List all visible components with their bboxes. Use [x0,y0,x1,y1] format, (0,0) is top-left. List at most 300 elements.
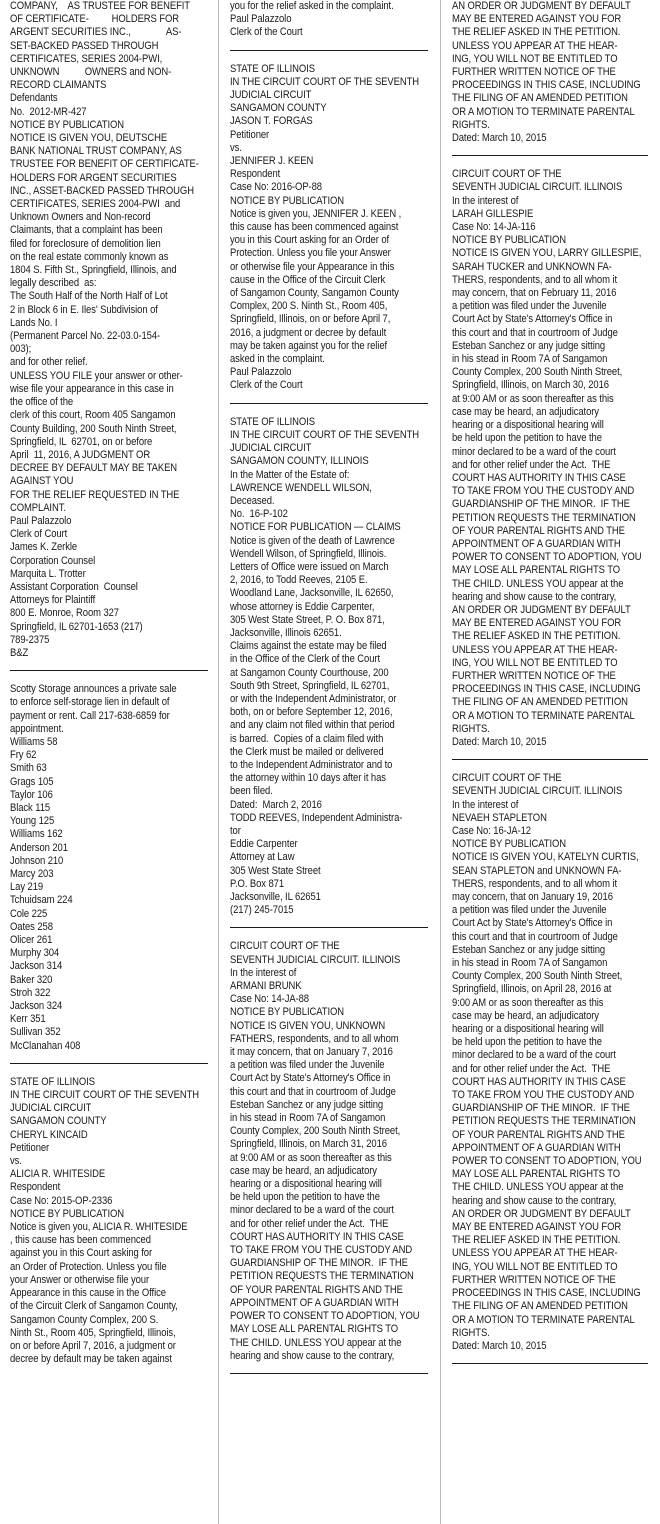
notice-line: OR A MOTION TO TERMINATE PARENTAL [452,1313,635,1326]
notice-line: ING, YOU WILL NOT BE ENTITLED TO [452,52,618,65]
notice-line: MAY BE ENTERED AGAINST YOU FOR [452,1221,622,1234]
notice-line: In the interest of [230,966,297,979]
notice-line: RECORD CLAIMANTS [10,79,107,92]
notice-line: in the Office of the Clerk of the Court [230,653,381,666]
notice-line: IN THE CIRCUIT COURT OF THE SEVENTH [230,428,420,441]
notice-line: Court Act by State's Attorney's Office in [452,917,613,930]
notice-line: Grags 105 [10,775,54,788]
notice-line: P.O. Box 871 [230,877,285,890]
notice-line: IN THE CIRCUIT COURT OF THE SEVENTH [230,75,420,88]
notice-line: an Order of Protection. Unless you file [10,1260,167,1273]
notice-line: and for other relief under the Act. THE [230,1217,389,1230]
notice-line: THE CHILD. UNLESS YOU appear at the [230,1336,402,1349]
notice-line: Springfield, IL 62701-1653 (217) [10,620,143,633]
notice-line: STATE OF ILLINOIS [230,415,315,428]
notice-line: MAY LOSE ALL PARENTAL RIGHTS TO [230,1323,399,1336]
notice-line: UNLESS YOU FILE your answer or other- [10,369,183,382]
notice-line: SANGAMON COUNTY [10,1115,107,1128]
notice-line: of Sangamon County, Sangamon County [230,287,399,300]
notice-line: CERTIFICATES, SERIES 2004-PWI, [10,52,163,65]
notice-line: filed for foreclosure of demolition lien [10,237,161,250]
notice-line: and any claim not filed within that period [230,719,395,732]
notice-line: be held upon the petition to have the [452,1036,602,1049]
notice-line: a petition was filed under the Juvenile [452,300,607,313]
notice-separator [10,1063,208,1064]
notice-line: both, on or before September 12, 2016, [230,706,393,719]
legal-notice [452,772,648,1353]
notice-line: in his stead in Room 7A of Sangamon [452,353,608,366]
notice-line: Lay 219 [10,881,44,894]
notice-line: PETITION REQUESTS THE TERMINATION [452,511,636,524]
notice-line: cause in the Office of the Circuit Clerk [230,273,386,286]
notice-line: FURTHER WRITTEN NOTICE OF THE [452,1273,616,1286]
notice-line: COURT HAS AUTHORITY IN THIS CASE [452,1075,626,1088]
notice-line: No. 16-P-102 [230,508,288,521]
notice-line: Assistant Corporation Counsel [10,580,138,593]
notice-line: Paul Palazzolo [230,366,292,379]
legal-notice [230,0,428,40]
notice-line: UNLESS YOU APPEAR AT THE HEAR- [452,643,618,656]
notice-line: Fry 62 [10,749,37,762]
notice-line: be held upon the petition to have the [230,1191,380,1204]
notice-line: JUDICIAL CIRCUIT [10,1102,92,1115]
notice-line: THE CHILD. UNLESS YOU appear at the [452,577,624,590]
notice-line: Notice is given of the death of Lawrence [230,534,395,547]
notice-line: 003); [10,343,32,356]
notice-line: minor declared to be a ward of the court [452,445,616,458]
notice-line: minor declared to be a ward of the court [230,1204,394,1217]
notice-line: MAY LOSE ALL PARENTAL RIGHTS TO [452,1168,621,1181]
notice-line: AGAINST YOU [10,475,74,488]
notice-line: DECREE BY DEFAULT MAY BE TAKEN [10,462,178,475]
notice-line: OF YOUR PARENTAL RIGHTS AND THE [452,524,625,537]
notice-line: GUARDIANSHIP OF THE MINOR. IF THE [452,498,630,511]
notice-line: APPOINTMENT OF A GUARDIAN WITH [452,537,621,550]
notice-line: MAY BE ENTERED AGAINST YOU FOR [452,617,622,630]
notice-line: Baker 320 [10,973,53,986]
notice-line: 2 in Block 6 in E. Iles' Subdivision of [10,303,158,316]
notice-line: LAWRENCE WENDELL WILSON, [230,481,372,494]
notice-line: NOTICE BY PUBLICATION [230,1006,345,1019]
notice-line: this court and that in courtroom of Judge [230,1085,396,1098]
notice-line: vs. [230,141,242,154]
notice-line: OF YOUR PARENTAL RIGHTS AND THE [230,1283,403,1296]
notice-line: THERS, respondents, and to all whom it [452,877,617,890]
notice-line: Clerk of the Court [230,379,303,392]
notice-line: STATE OF ILLINOIS [230,62,315,75]
notice-line: South 9th Street, Springfield, IL 62701, [230,679,390,692]
notice-line: GUARDIANSHIP OF THE MINOR. IF THE [452,1102,630,1115]
notice-line: NOTICE BY PUBLICATION [452,838,567,851]
notice-line: on or before April 7, 2016, a judgment or [10,1339,176,1352]
notice-line: Jacksonville, Illinois 62651. [230,626,342,639]
notice-line: BANK NATIONAL TRUST COMPANY, AS [10,145,182,158]
notice-line: be held upon the petition to have the [452,432,602,445]
notice-line: ARGENT SECURITIES INC., AS- [10,26,182,39]
notice-line: B&Z [10,646,29,659]
legal-notice [10,1076,208,1366]
notice-separator [10,670,208,671]
notice-line: JENNIFER J. KEEN [230,155,314,168]
notice-line: Clerk of Court [10,528,68,541]
notice-line: Dated: March 10, 2015 [452,1339,547,1352]
notice-line: CIRCUIT COURT OF THE [452,772,562,785]
notice-line: Jackson 314 [10,960,63,973]
notice-line: Lands No. I [10,316,58,329]
notice-line: 800 E. Monroe, Room 327 [10,607,119,620]
notice-line: Stroh 322 [10,986,51,999]
notice-line: SEVENTH JUDICIAL CIRCUIT. ILLINOIS [452,181,623,194]
notice-line: THE RELIEF ASKED IN THE PETITION. [452,26,621,39]
notice-line: JUDICIAL CIRCUIT [230,442,312,455]
notice-line: SEAN STAPLETON and UNKNOWN FA- [452,864,622,877]
notice-line: UNLESS YOU APPEAR AT THE HEAR- [452,1247,618,1260]
notice-line: OF YOUR PARENTAL RIGHTS AND THE [452,1128,625,1141]
notice-line: hearing and show cause to the contrary, [230,1349,395,1362]
notice-line: RIGHTS. [452,1326,490,1339]
notice-line: Deceased. [230,494,275,507]
notice-line: 1804 S. Fifth St., Springfield, Illinois, and [10,264,177,277]
notice-line: UNKNOWN OWNERS and NON- [10,66,172,79]
notice-line: Case No: 2016-OP-88 [230,181,322,194]
legal-notice [230,940,428,1363]
notice-line: (217) 245-7015 [230,904,294,917]
notice-line: LARAH GILLESPIE [452,207,534,220]
notice-line: NOTICE IS GIVEN YOU, KATELYN CURTIS, [452,851,639,864]
notice-line: to enforce self-storage lien in default of [10,696,170,709]
notice-line: Dated: March 10, 2015 [452,132,547,145]
notice-line: the office of the [10,396,74,409]
notice-line: In the interest of [452,194,519,207]
notice-line: THE FILING OF AN AMENDED PETITION [452,92,628,105]
notice-line: this cause has been commenced against [230,221,399,234]
notice-line: a petition was filed under the Juvenile [230,1059,385,1072]
notice-line: ARMANI BRUNK [230,980,302,993]
notice-line: Woodland Lane, Jacksonville, IL 62650, [230,587,394,600]
notice-line: and for other relief under the Act. THE [452,1062,611,1075]
notice-line: Murphy 304 [10,947,60,960]
notice-line: Esteban Sanchez or any judge sitting [452,943,606,956]
notice-line: Paul Palazzolo [230,13,292,26]
notice-line: payment or rent. Call 217-638-6859 for [10,709,170,722]
notice-line: SARAH TUCKER and UNKNOWN FA- [452,260,612,273]
notice-line: TO TAKE FROM YOU THE CUSTODY AND [452,485,635,498]
notice-separator [230,50,428,51]
notice-line: at 9:00 AM or as soon thereafter as this [230,1151,392,1164]
notice-line: Notice is given you, ALICIA R. WHITESIDE [10,1221,188,1234]
notice-line: this court and that in courtroom of Judge [452,326,618,339]
notice-line: County Complex, 200 South Ninth Street, [230,1125,401,1138]
notice-line: GUARDIANSHIP OF THE MINOR. IF THE [230,1257,408,1270]
notice-line: ING, YOU WILL NOT BE ENTITLED TO [452,1260,618,1273]
notice-line: TRUSTEE FOR BENEFIT OF CERTIFICATE- [10,158,199,171]
notice-line: this court and that in courtroom of Judge [452,930,618,943]
notice-line: No. 2012-MR-427 [10,105,87,118]
notice-line: The South Half of the North Half of Lot [10,290,168,303]
column-divider [440,0,441,1524]
notice-line: vs. [10,1155,22,1168]
notice-line: Respondent [230,168,281,181]
column-1 [10,0,208,1524]
notice-line: Sangamon County Complex, 200 S. [10,1313,159,1326]
notice-line: appointment. [10,722,64,735]
notice-line: hearing or a dispositional hearing will [230,1178,382,1191]
notice-line: NOTICE BY PUBLICATION [10,118,125,131]
notice-line: Petitioner [10,1141,50,1154]
notice-line: or with the Independent Administrator, or [230,692,397,705]
notice-line: Esteban Sanchez or any judge sitting [452,339,606,352]
notice-line: NOTICE BY PUBLICATION [230,194,345,207]
notice-line: In the interest of [452,798,519,811]
notice-line: you in this Court asking for an Order of [230,234,390,247]
notice-line: PROCEEDINGS IN THIS CASE, INCLUDING [452,683,641,696]
notice-line: Cole 225 [10,907,48,920]
column-2 [230,0,428,1524]
notice-line: case may be heard, an adjudicatory [230,1164,377,1177]
notice-line: may concern, that on February 11, 2016 [452,287,617,300]
notice-line: PETITION REQUESTS THE TERMINATION [452,1115,636,1128]
notice-line: Williams 162 [10,828,63,841]
notice-line: been filed. [230,785,273,798]
notice-line: SANGAMON COUNTY [230,102,327,115]
legal-notice [452,168,648,749]
notice-line: ING, YOU WILL NOT BE ENTITLED TO [452,656,618,669]
notice-line: in his stead in Room 7A of Sangamon [452,957,608,970]
notice-line: legally described as: [10,277,97,290]
legal-notice [10,683,208,1053]
notice-line: you for the relief asked in the complaint. [230,0,394,12]
notice-line: Marquita L. Trotter [10,567,86,580]
notice-line: or otherwise file your Appearance in this [230,260,395,273]
notice-line: Claimants, that a complaint has been [10,224,163,237]
legal-notice [452,0,648,145]
notice-line: THE CHILD. UNLESS YOU appear at the [452,1181,624,1194]
notice-line: hearing and show cause to the contrary, [452,590,617,603]
notice-line: AN ORDER OR JUDGMENT BY DEFAULT [452,603,631,616]
notice-line: may be taken against you for the relief [230,339,388,352]
notice-line: your Answer or otherwise file your [10,1273,150,1286]
notice-line: Smith 63 [10,762,47,775]
notice-line: Scotty Storage announces a private sale [10,683,177,696]
column-3 [452,0,648,1524]
notice-line: APPOINTMENT OF A GUARDIAN WITH [230,1296,399,1309]
notice-line: NOTICE FOR PUBLICATION — CLAIMS [230,521,401,534]
notice-line: THE FILING OF AN AMENDED PETITION [452,1300,628,1313]
notice-line: FOR THE RELIEF REQUESTED IN THE [10,488,180,501]
notice-line: 2, 2016, to Todd Reeves, 2105 E. [230,574,368,587]
notice-line: 305 West State Street [230,864,321,877]
notice-line: JASON T. FORGAS [230,115,313,128]
notice-line: in his stead in Room 7A of Sangamon [230,1112,386,1125]
notice-line: TO TAKE FROM YOU THE CUSTODY AND [230,1244,413,1257]
notice-line: Springfield, Illinois, on March 30, 2016 [452,379,609,392]
notice-line: Court Act by State's Attorney's Office in [452,313,613,326]
notice-separator [452,759,648,760]
notice-line: hearing and show cause to the contrary, [452,1194,617,1207]
notice-line: hearing or a dispositional hearing will [452,419,604,432]
notice-line: Anderson 201 [10,841,68,854]
notice-line: Defendants [10,92,58,105]
notice-line: INC., ASSET-BACKED PASSED THROUGH [10,184,194,197]
notice-line: NOTICE IS GIVEN YOU, UNKNOWN [230,1019,386,1032]
notice-line: decree by default may be taken against [10,1353,172,1366]
notice-line: Kerr 351 [10,1013,46,1026]
notice-line: Notice is given you, JENNIFER J. KEEN , [230,207,402,220]
notice-line: RIGHTS. [452,722,490,735]
notice-line: Tchuidsam 224 [10,894,73,907]
notice-line: COMPLAINT. [10,501,66,514]
notice-line: CHERYL KINCAID [10,1128,88,1141]
notice-line: CIRCUIT COURT OF THE [452,168,562,181]
notice-line: AN ORDER OR JUDGMENT BY DEFAULT [452,1207,631,1220]
notice-line: Attorney at Law [230,851,295,864]
notice-line: Springfield, Illinois, on or before April 7, [230,313,391,326]
notice-line: COMPANY, AS TRUSTEE FOR BENEFIT [10,0,191,12]
notice-line: a petition was filed under the Juvenile [452,904,607,917]
notice-line: Olicer 261 [10,934,53,947]
notice-line: County Complex, 200 South Ninth Street, [452,366,623,379]
notice-line: Case No: 2015-OP-2336 [10,1194,113,1207]
notice-line: NOTICE BY PUBLICATION [10,1207,125,1220]
notice-line: and for other relief. [10,356,88,369]
notice-line: PROCEEDINGS IN THIS CASE, INCLUDING [452,1287,641,1300]
notice-line: POWER TO CONSENT TO ADOPTION, YOU [452,551,642,564]
notice-line: Esteban Sanchez or any judge sitting [230,1098,384,1111]
notice-line: Protection. Unless you file your Answer [230,247,391,260]
notice-line: County Complex, 200 South Ninth Street, [452,970,623,983]
notice-line: asked in the complaint. [230,353,325,366]
notice-line: In the Matter of the Estate of: [230,468,350,481]
notice-line: Corporation Counsel [10,554,96,567]
notice-line: on the real estate commonly known as [10,250,169,263]
notice-line: to the Independent Administrator and to [230,758,393,771]
notice-line: JUDICIAL CIRCUIT [230,89,312,102]
notice-line: SET-BACKED PASSED THROUGH [10,39,159,52]
notice-line: Paul Palazzolo [10,514,72,527]
notice-line: Dated: March 2, 2016 [230,798,322,811]
legal-notice [230,63,428,393]
notice-separator [230,927,428,928]
notice-separator [452,1363,648,1364]
notice-line: case may be heard, an adjudicatory [452,405,599,418]
notice-line: Dated: March 10, 2015 [452,735,547,748]
notice-line: Oates 258 [10,920,53,933]
notice-line: (Permanent Parcel No. 22-03.0-154- [10,330,161,343]
notice-line: STATE OF ILLINOIS [10,1075,95,1088]
notice-line: TO TAKE FROM YOU THE CUSTODY AND [452,1089,635,1102]
notice-line: Case No: 16-JA-12 [452,824,531,837]
notice-line: NOTICE IS GIVEN YOU, LARRY GILLESPIE, [452,247,642,260]
notice-line: CIRCUIT COURT OF THE [230,940,340,953]
notice-line: MAY BE ENTERED AGAINST YOU FOR [452,13,622,26]
notice-line: Case No: 14-JA-116 [452,221,536,234]
notice-line: Springfield, Illinois, on April 28, 2016 at [452,983,612,996]
legal-notice [230,416,428,918]
notice-line: , this cause has been commenced [10,1234,151,1247]
notice-line: Letters of Office were issued on March [230,560,389,573]
notice-line: APPOINTMENT OF A GUARDIAN WITH [452,1141,621,1154]
notice-line: FURTHER WRITTEN NOTICE OF THE [452,66,616,79]
notice-line: the attorney within 10 days after it has [230,772,386,785]
notice-line: Court Act by State's Attorney's Office in [230,1072,391,1085]
notice-line: COURT HAS AUTHORITY IN THIS CASE [230,1230,404,1243]
notice-separator [230,1373,428,1374]
notice-line: Marcy 203 [10,868,54,880]
notice-line: THE RELIEF ASKED IN THE PETITION. [452,1234,621,1247]
notice-line: 9:00 AM or as soon thereafter as this [452,996,604,1009]
notice-line: McClanahan 408 [10,1039,81,1052]
notice-line: Young 125 [10,815,55,828]
notice-line: POWER TO CONSENT TO ADOPTION, YOU [230,1310,420,1323]
notice-line: at Sangamon County Courthouse, 200 [230,666,389,679]
notice-line: AN ORDER OR JUDGMENT BY DEFAULT [452,0,631,12]
column-divider [218,0,219,1524]
notice-line: Sullivan 352 [10,1026,61,1039]
notice-line: and for other relief under the Act. THE [452,458,611,471]
notice-line: HOLDERS FOR ARGENT SECURITIES [10,171,177,184]
notice-line: Appearance in this cause in the Office [10,1287,166,1300]
notice-line: UNLESS YOU APPEAR AT THE HEAR- [452,39,618,52]
notice-line: Black 115 [10,801,51,814]
notice-line: of the Circuit Clerk of Sangamon County, [10,1300,178,1313]
notice-line: Case No: 14-JA-88 [230,993,309,1006]
notice-line: Unknown Owners and Non-record [10,211,151,224]
notice-line: PROCEEDINGS IN THIS CASE, INCLUDING [452,79,641,92]
notice-separator [230,403,428,404]
notice-line: Springfield, Illinois, on March 31, 2016 [230,1138,387,1151]
notice-separator [452,155,648,156]
notice-line: OR A MOTION TO TERMINATE PARENTAL [452,709,635,722]
notice-line: is barred. Copies of a claim filed with [230,732,384,745]
notice-line: 789-2375 [10,633,50,646]
notice-line: Clerk of the Court [230,26,303,39]
notice-line: tor [230,824,241,837]
notice-line: the Clerk must be mailed or delivered [230,745,384,758]
legal-notice [10,0,208,660]
notice-line: IN THE CIRCUIT COURT OF THE SEVENTH [10,1089,200,1102]
notice-line: case may be heard, an adjudicatory [452,1009,599,1022]
notice-line: Taylor 106 [10,788,53,801]
notice-line: COURT HAS AUTHORITY IN THIS CASE [452,471,626,484]
notice-line: SEVENTH JUDICIAL CIRCUIT. ILLINOIS [230,953,401,966]
notice-line: may concern, that on January 19, 2016 [452,891,613,903]
notice-line: TODD REEVES, Independent Administra- [230,811,403,824]
notice-line: minor declared to be a ward of the court [452,1049,616,1062]
notice-line: FATHERS, respondents, and to all whom [230,1032,399,1045]
notice-line: OR A MOTION TO TERMINATE PARENTAL [452,105,635,118]
notice-line: clerk of this court, Room 405 Sangamon [10,409,176,422]
notice-line: SEVENTH JUDICIAL CIRCUIT. ILLINOIS [452,785,623,798]
notice-line: ALICIA R. WHITESIDE [10,1168,106,1181]
notice-line: POWER TO CONSENT TO ADOPTION, YOU [452,1155,642,1168]
notice-line: Johnson 210 [10,854,64,867]
notice-line: NOTICE BY PUBLICATION [452,234,567,247]
notice-line: 305 West State Street, P. O. Box 871, [230,613,385,626]
notice-line: April 11, 2016, A JUDGMENT OR [10,448,151,461]
notice-line: at 9:00 AM or as soon thereafter as this [452,392,614,405]
notice-line: Ninth St., Room 405, Springfield, Illinois, [10,1326,176,1339]
notice-line: FURTHER WRITTEN NOTICE OF THE [452,669,616,682]
notice-line: Williams 58 [10,735,58,748]
notice-line: NEVAEH STAPLETON [452,811,547,824]
notice-line: wise file your appearance in this case in [10,382,174,395]
notice-line: THE RELIEF ASKED IN THE PETITION. [452,630,621,643]
notice-line: THE FILING OF AN AMENDED PETITION [452,696,628,709]
notice-line: Attorneys for Plaintiff [10,594,96,607]
notice-line: SANGAMON COUNTY, ILLINOIS [230,455,369,468]
notice-line: James K. Zerkle [10,541,78,554]
notice-line: Petitioner [230,128,270,141]
